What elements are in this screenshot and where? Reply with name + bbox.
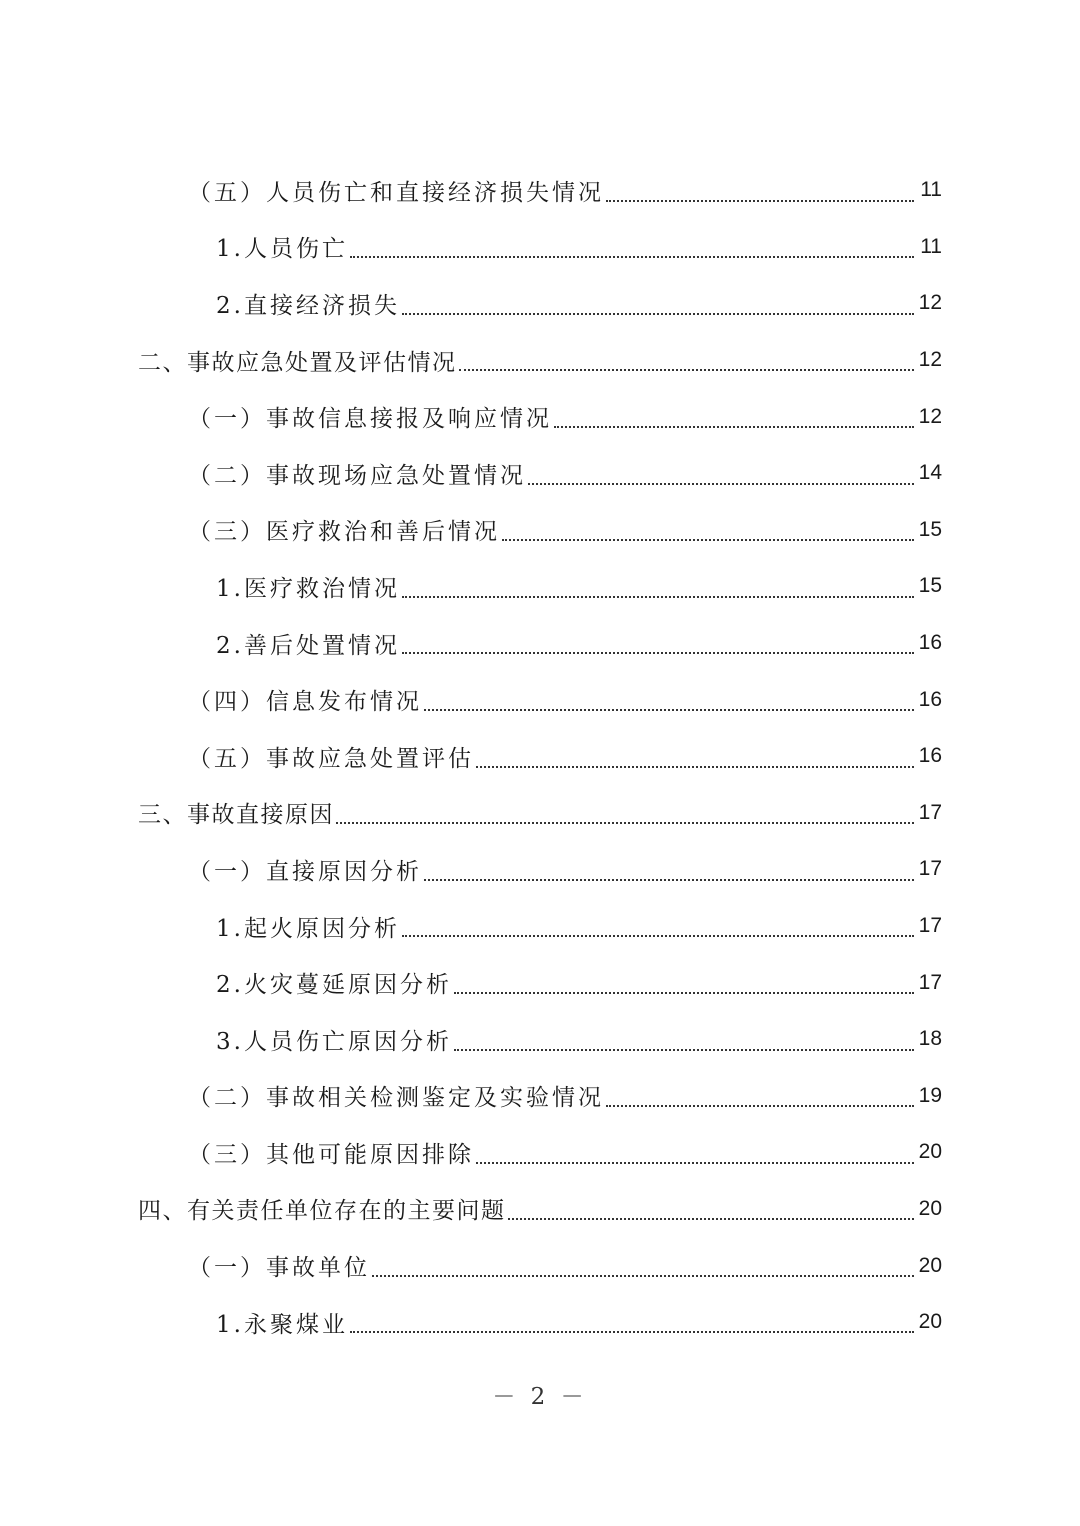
toc-entry[interactable] bbox=[0, 445, 1080, 502]
dot-leader bbox=[459, 369, 915, 371]
toc-entry-page: 17 bbox=[918, 857, 942, 881]
dot-leader bbox=[502, 539, 914, 541]
toc-entry-page: 20 bbox=[918, 1253, 942, 1277]
toc-entry[interactable] bbox=[0, 898, 1080, 955]
toc-entry[interactable] bbox=[0, 332, 1080, 389]
toc-entry[interactable] bbox=[0, 1294, 1080, 1351]
toc-entry-title: 2.直接经济损失 bbox=[216, 292, 400, 319]
dot-leader bbox=[508, 1218, 915, 1220]
toc-entry-page: 17 bbox=[918, 970, 942, 994]
dot-leader bbox=[476, 1162, 914, 1164]
dot-leader bbox=[528, 483, 914, 485]
toc-entry-page: 15 bbox=[918, 574, 942, 598]
dot-leader bbox=[350, 256, 914, 258]
toc-entry-title: （四）信息发布情况 bbox=[188, 689, 422, 716]
toc-entry-page: 17 bbox=[918, 914, 942, 938]
toc-entry[interactable] bbox=[0, 1124, 1080, 1181]
toc-entry-page: 17 bbox=[918, 800, 942, 824]
toc-entry-title: （二）事故相关检测鉴定及实验情况 bbox=[188, 1085, 604, 1112]
toc-entry-title: 1.永聚煤业 bbox=[216, 1311, 348, 1338]
toc-entry-title: （一）事故信息接报及响应情况 bbox=[188, 406, 552, 433]
toc-entry-title: 二、事故应急处置及评估情况 bbox=[138, 349, 457, 376]
toc-entry-title: （一）事故单位 bbox=[188, 1255, 370, 1282]
dot-leader bbox=[350, 1331, 914, 1333]
toc-entry-page: 19 bbox=[918, 1083, 942, 1107]
dot-leader bbox=[606, 1105, 914, 1107]
toc-entry-title: （五）事故应急处置评估 bbox=[188, 745, 474, 772]
toc-entry[interactable] bbox=[0, 615, 1080, 672]
dot-leader bbox=[424, 879, 914, 881]
toc-entry-title: （三）医疗救治和善后情况 bbox=[188, 519, 500, 546]
toc-entry-title: 2.火灾蔓延原因分析 bbox=[216, 972, 452, 999]
toc-entry-page: 12 bbox=[918, 404, 942, 428]
toc-entry-page: 18 bbox=[918, 1027, 942, 1051]
dot-leader bbox=[554, 426, 914, 428]
toc-entry-page: 11 bbox=[920, 178, 942, 202]
dot-leader bbox=[606, 200, 914, 202]
toc-entry[interactable] bbox=[0, 671, 1080, 728]
toc-entry[interactable] bbox=[0, 558, 1080, 615]
toc-entry-page: 16 bbox=[918, 744, 942, 768]
toc-entry-title: 3.人员伤亡原因分析 bbox=[216, 1028, 452, 1055]
toc-entry-title: 2.善后处置情况 bbox=[216, 632, 400, 659]
toc-entry-page: 20 bbox=[918, 1310, 942, 1334]
toc-entry-title: 四、有关责任单位存在的主要问题 bbox=[138, 1198, 506, 1225]
toc-entry-title: 1.医疗救治情况 bbox=[216, 575, 400, 602]
toc-entry[interactable] bbox=[0, 954, 1080, 1011]
toc-entry-page: 16 bbox=[918, 687, 942, 711]
dot-leader bbox=[424, 709, 914, 711]
toc-entry-title: （三）其他可能原因排除 bbox=[188, 1141, 474, 1168]
toc-entry-title: 1.起火原因分析 bbox=[216, 915, 400, 942]
toc-entry-page: 16 bbox=[918, 631, 942, 655]
dot-leader bbox=[402, 596, 914, 598]
toc-entry[interactable] bbox=[0, 785, 1080, 842]
toc-entry-page: 15 bbox=[918, 517, 942, 541]
dot-leader bbox=[402, 935, 914, 937]
toc-entry[interactable] bbox=[0, 728, 1080, 785]
toc-entry[interactable] bbox=[0, 841, 1080, 898]
toc-entry[interactable] bbox=[0, 388, 1080, 445]
toc-entry-page: 11 bbox=[920, 234, 942, 258]
toc-entry[interactable] bbox=[0, 275, 1080, 332]
dot-leader bbox=[402, 652, 914, 654]
toc-entry-page: 14 bbox=[918, 461, 942, 485]
toc-entry-title: （二）事故现场应急处置情况 bbox=[188, 462, 526, 489]
toc-entry-title: （一）直接原因分析 bbox=[188, 858, 422, 885]
dot-leader bbox=[372, 1275, 914, 1277]
dot-leader bbox=[402, 313, 914, 315]
toc-entry-page: 20 bbox=[918, 1196, 942, 1220]
toc-entry[interactable] bbox=[0, 1181, 1080, 1238]
toc-entry[interactable] bbox=[0, 219, 1080, 276]
dot-leader bbox=[476, 766, 914, 768]
table-of-contents bbox=[0, 162, 1080, 1350]
toc-entry-title: 三、事故直接原因 bbox=[138, 802, 334, 829]
dot-leader bbox=[454, 992, 914, 994]
toc-entry-page: 20 bbox=[918, 1140, 942, 1164]
toc-entry-page: 12 bbox=[918, 348, 942, 372]
toc-entry-page: 12 bbox=[918, 291, 942, 315]
page-number: － 2 － bbox=[492, 1384, 588, 1410]
dot-leader bbox=[336, 822, 914, 824]
toc-entry[interactable] bbox=[0, 502, 1080, 559]
toc-entry-title: 1.人员伤亡 bbox=[216, 236, 348, 263]
dot-leader bbox=[454, 1049, 914, 1051]
toc-entry[interactable] bbox=[0, 1237, 1080, 1294]
toc-entry[interactable] bbox=[0, 1011, 1080, 1068]
toc-entry-title: （五）人员伤亡和直接经济损失情况 bbox=[188, 179, 604, 206]
toc-entry[interactable] bbox=[0, 1068, 1080, 1125]
toc-entry[interactable] bbox=[0, 162, 1080, 219]
